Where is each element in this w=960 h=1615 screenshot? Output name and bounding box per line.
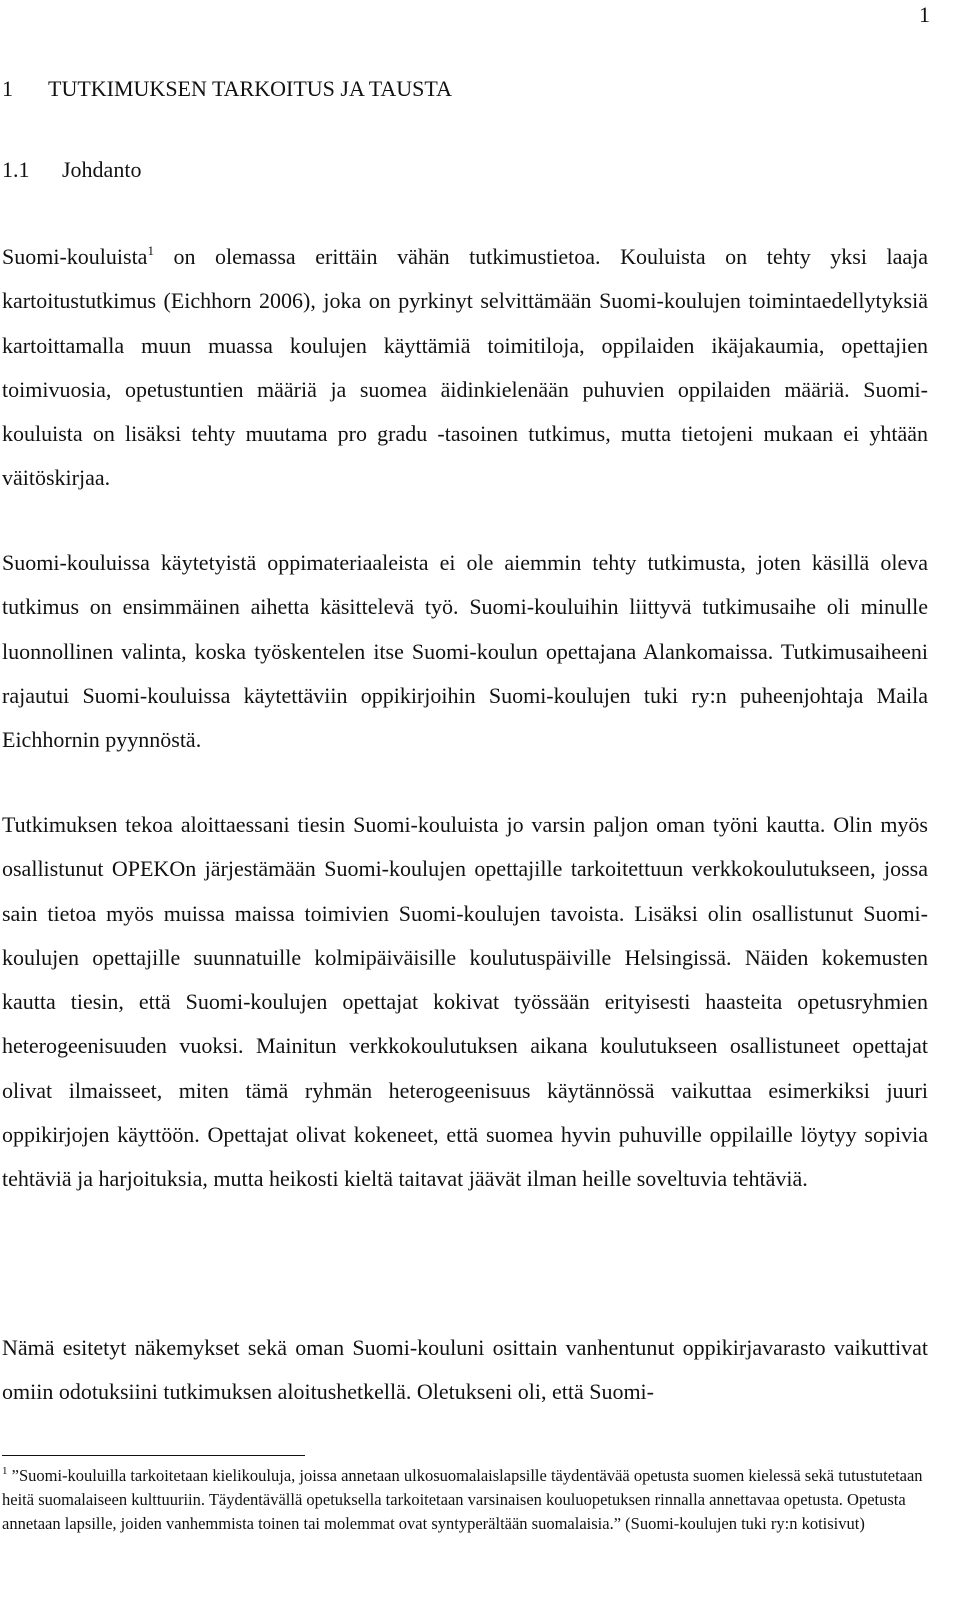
section-heading — [2, 157, 141, 183]
paragraph-text: on olemassa erittäin vähän tutkimustietoa. Kouluista on tehty yksi laaja kartoitustutkimus (Eichhorn 2006), joka on pyrkinyt selvittämään Suomi-koulujen toimintaedellytyksiä kartoittamalla muun muassa koulujen käyttämiä toimitiloja, oppilaiden ikäjakaumia, opettajien toimivuosia, opetustuntien määriä ja suomea äidinkielenään puhuvien oppilaiden määriä. Suomi-kouluista on lisäksi tehty muutama pro gradu -tasoinen tutkimus, mutta tietojeni mukaan ei yhtään väitöskirjaa. — [2, 244, 928, 491]
chapter-number: 1 — [2, 76, 13, 101]
paragraph-text: Suomi-kouluista — [2, 244, 148, 269]
paragraph — [2, 235, 928, 501]
footnote-reference: 1 — [147, 243, 154, 258]
footnote — [2, 1464, 928, 1537]
paragraph: Nämä esitetyt näkemykset sekä oman Suomi-kouluni osittain vanhentunut oppikirjavarasto vaikuttivat omiin odotuksiini tutkimuksen aloitushetkellä. Oletukseni oli, että Suomi- — [2, 1335, 928, 1405]
section-title: Johdanto — [62, 157, 142, 182]
chapter-title: TUTKIMUKSEN TARKOITUS JA TAUSTA — [48, 76, 452, 101]
paragraph: Tutkimuksen tekoa aloittaessani tiesin Suomi-kouluista jo varsin paljon oman työni kautta. Olin myös osallistunut OPEKOn järjestämään Suomi-koulujen opettajille tarkoitettuun verkkokoulutukseen, jossa sain tietoa myös muissa maissa toimivien Suomi-koulujen tavoista. Lisäksi olin osallistunut Suomi-koulujen opettajille suunnatuille kolmipäiväisille koulutuspäiville Helsingissä. Näiden kokemusten kautta tiesin, että Suomi-koulujen opettajat kokivat työssään erityisesti haasteita opetusryhmien heterogeenisuuden vuoksi. Mainitun verkkokoulutuksen aikana koulutukseen osallistuneet opettajat olivat ilmaisseet, miten tämä ryhmän heterogeenisuus käytännössä vaikuttaa esimerkiksi juuri oppikirjojen käyttöön. Opettajat olivat kokeneet, että suomea hyvin puhuville oppilaille löytyy sopivia tehtäviä ja harjoituksia, mutta heikosti kieltä taitavat jäävät ilman heille soveltuvia tehtäviä. — [2, 812, 928, 1192]
chapter-heading — [2, 76, 452, 102]
section-number: 1.1 — [2, 157, 30, 182]
footnote-marker: 1 — [2, 1465, 8, 1477]
page-number: 1 — [919, 2, 930, 27]
footnote-text: ”Suomi-kouluilla tarkoitetaan kielikouluja, joissa annetaan ulkosuomalaislapsille täydentävää opetusta suomen kielessä sekä tutustutetaan heitä suomalaiseen kulttuuriin. Täydentävällä opetuksella tarkoitetaan varsinaisen kouluopetuksen rinnalla annettavaa opetusta. Opetusta annetaan lapsille, joiden vanhemmista toinen tai molemmat ovat syntyperältään suomalaisia.” (Suomi-koulujen tuki ry:n kotisivut) — [2, 1466, 923, 1534]
paragraph: Suomi-kouluissa käytetyistä oppimateriaaleista ei ole aiemmin tehty tutkimusta, joten käsillä oleva tutkimus on ensimmäinen aihetta käsittelevä työ. Suomi-kouluihin liittyvä tutkimusaihe oli minulle luonnollinen valinta, koska työskentelen itse Suomi-koulun opettajana Alankomaissa. Tutkimusaiheeni rajautui Suomi-kouluissa käytettäviin oppikirjoihin Suomi-koulujen tuki ry:n puheenjohtaja Maila Eichhornin pyynnöstä. — [2, 550, 928, 753]
footnote-separator — [2, 1455, 305, 1456]
